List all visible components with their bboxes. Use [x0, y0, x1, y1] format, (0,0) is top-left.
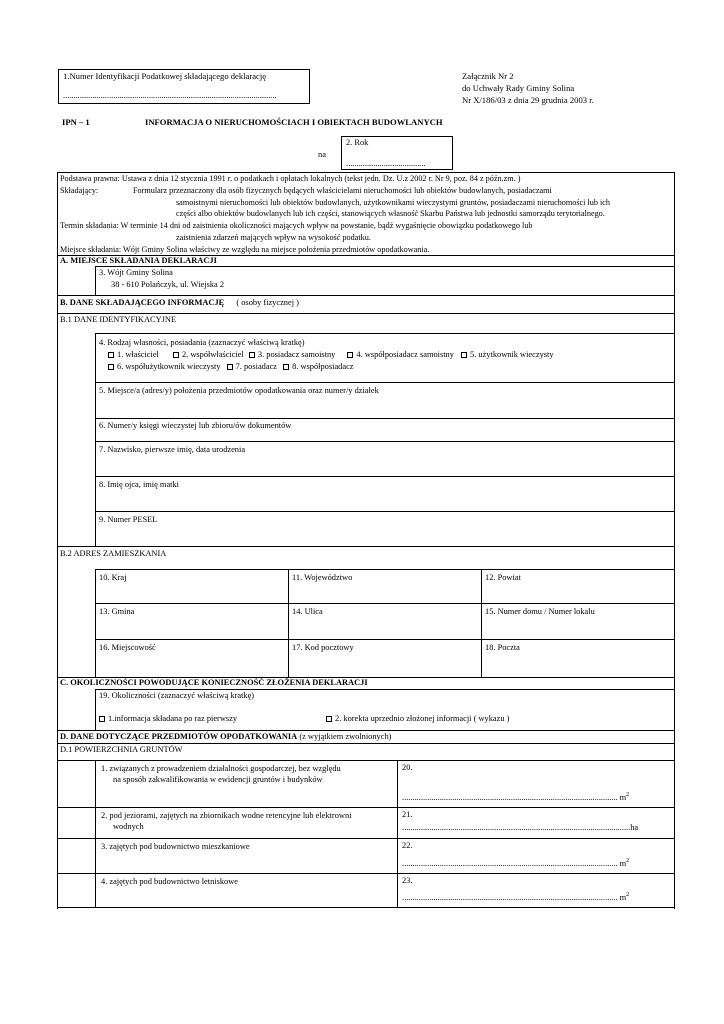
section-b-header: [60, 298, 299, 309]
land-row-unit-exponent: 2: [626, 792, 630, 798]
field-8[interactable]: 8. Imię ojca, imię matki: [99, 480, 180, 489]
land-row-label-cont: na sposób zakwalifikowania w ewidencji gruntów i budynków: [113, 775, 323, 784]
field-4-options-row1: [108, 350, 554, 361]
land-row-value-field[interactable]: [402, 892, 629, 904]
land-row-dots: .............................................................................................................: [402, 823, 631, 832]
land-row-field-number: 23.: [402, 876, 413, 885]
form-title: INFORMACJA O NIERUCHOMOŚCIACH I OBIEKTACH BUDOWLANYCH: [145, 117, 443, 127]
section-c-header: C. OKOLICZNOŚCI POWODUJĄCE KONIECZNOŚĆ ZŁOŻENIA DEKLARACJI: [60, 678, 368, 687]
land-row-label: 4. zajętych pod budownictwo letniskowe: [101, 877, 238, 886]
authority-address: [99, 267, 224, 290]
checkbox-icon[interactable]: [227, 364, 233, 370]
field-4-label: 4. Rodzaj własności, posiadania (zaznaczyć właściwą kratkę): [99, 338, 305, 347]
section-b-note: ( osoby fizycznej ): [236, 298, 299, 307]
land-row-label: 2. pod jeziorami, zajętych na zbiornikach wodne retencyjne lub elektrowni: [101, 811, 352, 820]
submitter-label: Składający:: [60, 185, 99, 195]
nip-dots: ......................................................................................................: [63, 91, 277, 100]
section-d-title: D. DANE DOTYCZĄCE PRZEDMIOTÓW OPODATKOWANIA: [60, 732, 298, 741]
year-dots: ......................................: [346, 159, 426, 168]
checkbox-icon[interactable]: [173, 352, 179, 358]
year-field[interactable]: [341, 136, 453, 170]
checkbox-icon[interactable]: [326, 716, 332, 722]
submitter-line-1: Formularz przeznaczony dla osób fizycznych będących właścicielami nieruchomości lub obiektów budowlanych, posiadaczami: [133, 185, 552, 195]
field-19-label: 19. Okoliczności (zaznaczyć właściwą kratkę): [99, 691, 255, 700]
checkbox-icon[interactable]: [249, 352, 255, 358]
field-7[interactable]: 7. Nazwisko, pierwsze imię, data urodzenia: [99, 445, 246, 454]
authority-street: 38 - 610 Polańczyk, ul. Wiejska 2: [111, 279, 225, 289]
nip-field[interactable]: [58, 69, 310, 104]
field-5[interactable]: 5. Miejsce/a (adres/y) położenia przedmiotów opodatkowania oraz numer/y działek: [99, 386, 379, 395]
field-16[interactable]: 16. Miejscowość: [99, 643, 156, 652]
land-row-unit: m: [619, 893, 627, 902]
land-row-field-number: 22.: [402, 841, 413, 850]
year-label: 2. Rok: [346, 138, 369, 147]
checkbox-icon[interactable]: [99, 716, 105, 722]
field-4-options-row2: [108, 362, 354, 373]
option-dependent-possessor[interactable]: 7. posiadacz: [227, 362, 277, 371]
section-d-header: [60, 732, 391, 743]
place-line: Miejsce składania: Wójt Gminy Solina właściwy ze względu na miejsce położenia przedmiotów opodatkowania.: [60, 244, 430, 254]
nip-label: 1.Numer Identyfikacji Podatkowej składającego deklarację: [63, 71, 267, 81]
option-possessor[interactable]: 3. posiadacz samoistny: [249, 350, 335, 359]
land-row-unit: ha: [630, 823, 639, 832]
checkbox-icon[interactable]: [461, 352, 467, 358]
option-co-perpetual-user[interactable]: 6. współużytkownik wieczysty: [108, 362, 221, 371]
year-prefix: na: [318, 150, 326, 159]
submitter-line-3: części albo obiektów budowlanych lub ich części, stanowiących własność Skarbu Państwa lub jednostki samorządu terytorialnego.: [176, 209, 605, 219]
form-code: IPN – 1: [62, 117, 90, 127]
land-row-dots: .......................................................................................................: [402, 893, 618, 902]
attachment-line-3: Nr X/186/03 z dnia 29 grudnia 2003 r.: [462, 95, 594, 105]
field-14[interactable]: 14. Ulica: [292, 607, 323, 616]
option-owner[interactable]: 1. właściciel: [108, 350, 159, 359]
land-row-value-field[interactable]: [402, 792, 629, 804]
land-row-dots: .......................................................................................................: [402, 793, 618, 802]
section-b-title: B. DANE SKŁADAJĄCEGO INFORMACJĘ: [60, 298, 225, 307]
legal-basis: [60, 173, 672, 256]
field-9[interactable]: 9. Numer PESEL: [99, 515, 158, 524]
deadline-line-1: Termin składania: W terminie 14 dni od zaistnienia okoliczności mających wpływ na powstanie, bądź wygaśnięcie obowiązku podatkowego lub: [60, 221, 533, 231]
land-row-field-number: 20.: [402, 763, 413, 772]
option-co-owner[interactable]: 2. współwłaściciel: [173, 350, 244, 359]
land-row-unit: m: [619, 859, 627, 868]
field-6[interactable]: 6. Numer/y księgi wieczystej lub zbioru/ów dokumentów: [99, 421, 292, 430]
field-15[interactable]: 15. Numer domu / Numer lokalu: [485, 607, 595, 616]
land-row-field-number: 21.: [402, 810, 413, 819]
basis-line: Podstawa prawna: Ustawa z dnia 12 stycznia 1991 r. o podatkach i opłatach lokalnych (tekst jedn. Dz. U.z 2002 r. Nr 9, poz. 84 z późn.zm. ): [60, 174, 521, 183]
checkbox-icon[interactable]: [108, 352, 114, 358]
field-11[interactable]: 11. Województwo: [292, 573, 353, 582]
checkbox-icon[interactable]: [108, 364, 114, 370]
option-correction[interactable]: 2. korekta uprzednio złożonej informacji ( wykazu ): [326, 714, 509, 725]
option-perpetual-user[interactable]: 5. użytkownik wieczysty: [461, 350, 554, 359]
land-row-unit: m: [619, 793, 627, 802]
attachment-line-1: Załącznik Nr 2: [462, 71, 514, 81]
land-row-dots: .......................................................................................................: [402, 859, 618, 868]
attachment-note: [462, 70, 594, 106]
section-d1-header: D.1 POWIERZCHNIA GRUNTÓW: [60, 745, 183, 754]
option-co-possessor[interactable]: 4. współposiadacz samoistny: [347, 350, 453, 359]
land-row-unit-exponent: 2: [626, 858, 630, 864]
land-row-label: 3. zajętych pod budownictwo mieszkaniowe: [101, 842, 250, 851]
land-row-value-field[interactable]: [402, 858, 629, 870]
land-row-value-field[interactable]: [402, 823, 638, 834]
section-b1-header: B.1 DANE IDENTYFIKACYJNE: [60, 315, 177, 324]
section-b2-header: B.2 ADRES ZAMIESZKANIA: [60, 549, 167, 558]
field-17[interactable]: 17. Kod pocztowy: [292, 643, 354, 652]
field-18[interactable]: 18. Poczta: [485, 643, 520, 652]
deadline-line-2: zaistnienia zdarzeń mających wpływ na wysokość podatku.: [176, 232, 371, 242]
land-row-label-cont: wodnych: [113, 822, 144, 831]
option-first-submission[interactable]: 1.informacja składana po raz pierwszy: [99, 714, 237, 725]
field-13[interactable]: 13. Gmina: [99, 607, 135, 616]
land-row-label: 1. związanych z prowadzeniem działalności gospodarczej, bez względu: [101, 764, 341, 773]
authority-name: 3. Wójt Gminy Solina: [99, 268, 173, 277]
section-d-note: (z wyjątkiem zwolnionych): [299, 732, 392, 741]
checkbox-icon[interactable]: [347, 352, 353, 358]
attachment-line-2: do Uchwały Rady Gminy Solina: [462, 83, 575, 93]
checkbox-icon[interactable]: [283, 364, 289, 370]
section-a-header: A. MIEJSCE SKŁADANIA DEKLARACJI: [60, 256, 217, 265]
field-10[interactable]: 10. Kraj: [99, 573, 127, 582]
option-dependent-co-possessor[interactable]: 8. współposiadacz: [283, 362, 353, 371]
land-row-unit-exponent: 2: [626, 892, 630, 898]
field-12[interactable]: 12. Powiat: [485, 573, 521, 582]
submitter-line-2: samoistnymi nieruchomości lub obiektów budowlanych, użytkownikami wieczystymi gruntów, posiadaczami nieruchomości lub ich: [176, 197, 611, 207]
